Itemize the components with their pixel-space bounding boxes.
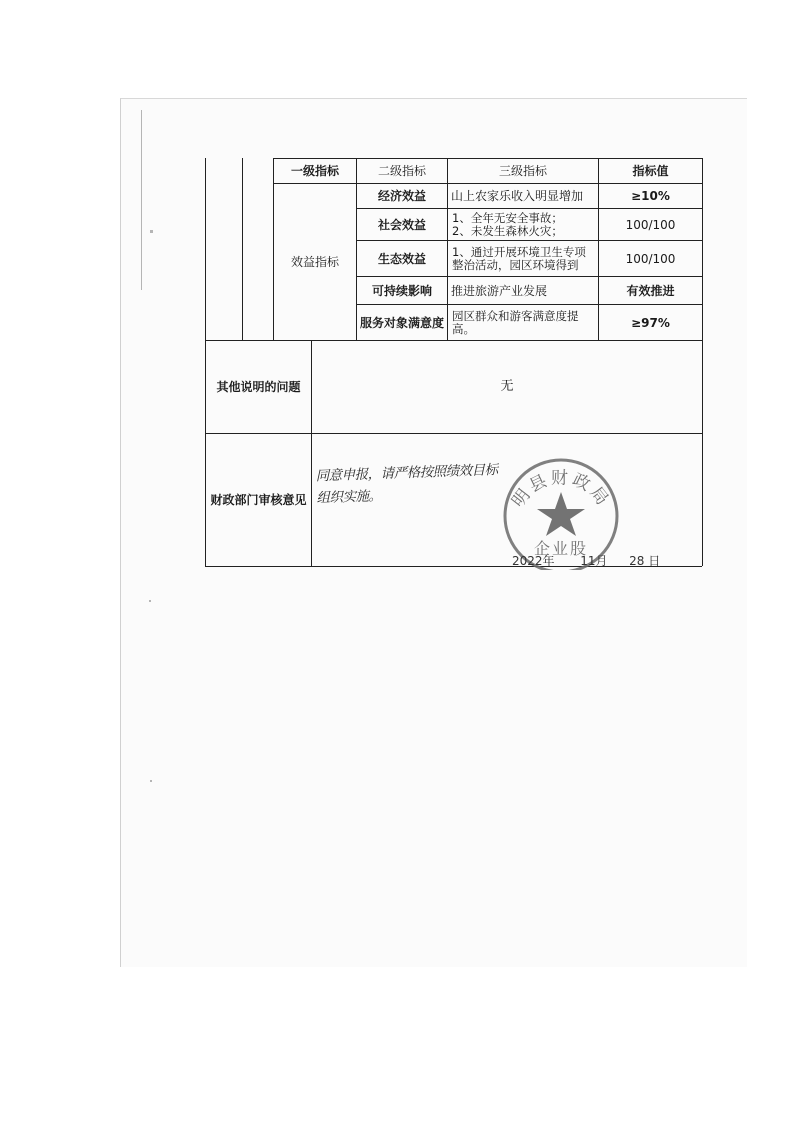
header-indicator-value: 指标值 <box>632 164 669 178</box>
indicator-value-cell: ≥10% <box>631 189 670 203</box>
third-level-line: 高。 <box>452 321 475 336</box>
scan-mark <box>150 230 153 233</box>
other-notes-value: 无 <box>500 379 514 394</box>
indicator-value-cell: 有效推进 <box>626 283 675 298</box>
header-first-level: 一级指标 <box>290 164 339 178</box>
indicator-value-cell: 100/100 <box>625 251 676 266</box>
handwriting-line: 同意申报，请严格按照绩效目标 <box>315 461 498 485</box>
date-month: 11 <box>580 554 596 568</box>
second-level-cell: 经济效益 <box>377 189 426 203</box>
third-level-line: 1、全年无安全事故； <box>452 210 563 225</box>
handwriting-line: 组织实施。 <box>316 488 382 507</box>
header-second-level: 二级指标 <box>377 164 426 178</box>
indicator-value-cell: 100/100 <box>625 217 676 232</box>
third-level-line: 整治活动，园区环境得到 <box>452 257 579 272</box>
seal-top-text: 明县财政局 <box>508 468 614 512</box>
seal-bottom-text: 企业股 <box>533 539 589 558</box>
third-level-cell: 山上农家乐收入明显增加 <box>451 189 584 203</box>
scan-mark <box>141 110 142 290</box>
date-year-unit: 年 <box>542 554 555 568</box>
date-year: 2022 <box>512 554 543 568</box>
star-icon <box>537 492 585 536</box>
second-level-cell: 社会效益 <box>377 217 426 232</box>
third-level-line: 园区群众和游客满意度提 <box>452 308 579 323</box>
third-level-cell <box>448 305 598 340</box>
indicator-value-cell: ≥97% <box>631 315 670 330</box>
third-level-line: 2、未发生森林火灾； <box>452 223 563 238</box>
third-level-cell: 推进旅游产业发展 <box>451 283 548 298</box>
finance-review-label: 财政部门审核意见 <box>210 493 307 507</box>
review-date <box>512 552 660 569</box>
second-level-cell: 可持续影响 <box>371 283 432 298</box>
header-third-level: 三级指标 <box>498 164 547 178</box>
date-day: 28 <box>629 554 645 568</box>
handwritten-review-comment <box>315 459 506 510</box>
third-level-cell <box>448 209 598 240</box>
date-day-unit: 日 <box>648 554 661 568</box>
third-level-cell <box>448 241 598 276</box>
other-notes-label: 其他说明的问题 <box>216 380 301 394</box>
date-month-unit: 月 <box>595 554 608 568</box>
second-level-cell: 服务对象满意度 <box>359 315 444 330</box>
scan-mark <box>149 600 151 602</box>
second-level-cell: 生态效益 <box>377 251 426 266</box>
third-level-line: 1、通过开展环境卫生专项 <box>452 244 586 259</box>
first-level-benefit: 效益指标 <box>290 255 339 269</box>
scan-mark <box>150 780 152 782</box>
